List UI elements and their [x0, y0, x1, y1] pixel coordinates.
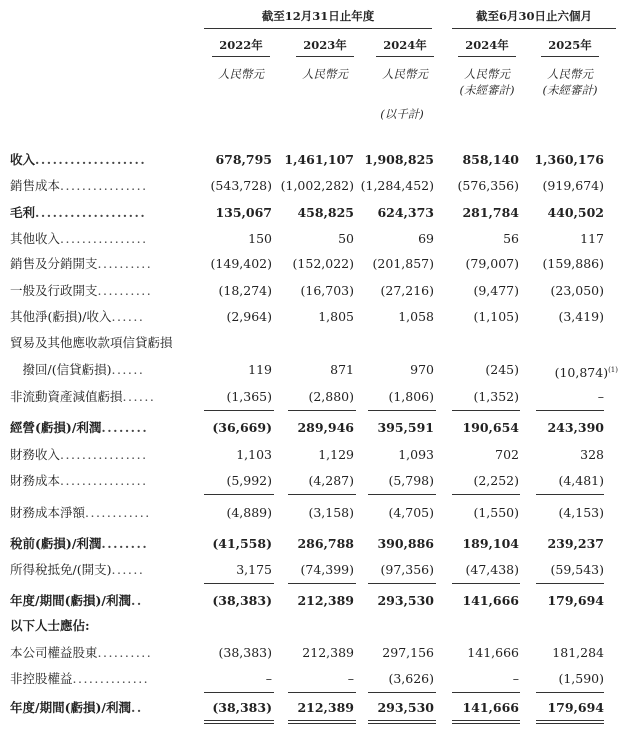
row-value-col-3: (1,284,452) — [360, 178, 434, 193]
row-value-col-2: 212,389 — [297, 593, 354, 608]
row-value-col-5: (4,481) — [558, 473, 604, 488]
column-header-2025-interim — [535, 37, 605, 98]
row-value-col-3: 297,156 — [382, 645, 434, 660]
row-value-col-2: – — [347, 671, 354, 686]
row-value-col-3: (27,216) — [380, 283, 434, 298]
row-value-col-5: 328 — [580, 447, 604, 462]
row-label — [10, 331, 173, 355]
row-label-text: 撥回/(信貸虧損) — [10, 362, 112, 377]
subtotal-rule — [288, 692, 356, 693]
column-header-2022 — [206, 37, 276, 82]
row-value-col-2: 1,805 — [318, 309, 354, 324]
row-value-col-1: (2,964) — [226, 309, 272, 324]
row-label — [10, 532, 192, 556]
column-year: 2025年 — [541, 37, 599, 57]
row-value-col-5: (23,050) — [550, 283, 604, 298]
row-value-col-1: 150 — [248, 231, 272, 246]
row-value-col-1: (36,669) — [212, 420, 272, 435]
table-row — [0, 174, 619, 198]
row-label-text: 財務成本 — [10, 473, 61, 488]
row-value-col-5: 440,502 — [547, 205, 604, 220]
row-label — [10, 469, 192, 493]
column-year: 2023年 — [296, 37, 354, 57]
row-value-col-4: 189,104 — [462, 536, 519, 551]
row-value-col-5: (159,886) — [542, 256, 604, 271]
row-value-col-4: 141,666 — [462, 593, 519, 608]
subtotal-rule — [204, 494, 274, 495]
row-leader-dots: ...... — [111, 562, 145, 577]
row-label — [10, 252, 192, 276]
row-value-col-1: (38,383) — [212, 593, 272, 608]
column-currency-text: 人民幣元 — [464, 67, 510, 81]
row-value-col-5: 243,390 — [547, 420, 604, 435]
row-label-text: 經營(虧損)/利潤 — [10, 420, 102, 435]
row-value-col-4: (1,550) — [473, 505, 519, 520]
row-value-col-4: 702 — [495, 447, 519, 462]
row-value-col-2: (3,158) — [308, 505, 354, 520]
row-value-col-4: 56 — [503, 231, 519, 246]
table-row — [0, 641, 619, 665]
table-row — [0, 443, 619, 467]
row-label-text: 非控股權益 — [10, 671, 73, 686]
row-label — [10, 174, 192, 198]
row-value-col-4: 141,666 — [462, 700, 519, 715]
row-label-text: 銷售成本 — [10, 178, 61, 193]
table-row — [0, 227, 619, 251]
row-label — [10, 279, 192, 303]
row-value-col-2: (152,022) — [292, 256, 354, 271]
row-value-col-4: (245) — [485, 362, 519, 377]
row-leader-dots: .......... — [97, 256, 153, 271]
row-value-col-3: 970 — [410, 362, 434, 377]
column-currency — [452, 66, 522, 98]
row-leader-dots: .. — [130, 593, 143, 608]
row-value-col-5: (59,543) — [550, 562, 604, 577]
table-row — [0, 331, 619, 355]
row-label — [10, 696, 192, 720]
row-value-col-3: 293,530 — [377, 700, 434, 715]
total-double-rule — [368, 720, 436, 724]
subtotal-rule — [204, 583, 274, 584]
row-value-col-3: 1,093 — [398, 447, 434, 462]
table-row — [0, 358, 619, 382]
row-value-col-4: 141,666 — [467, 645, 519, 660]
row-label-text: 銷售及分銷開支 — [10, 256, 98, 271]
row-value-col-5: 1,360,176 — [534, 152, 604, 167]
footnote-marker: (1) — [608, 366, 618, 374]
row-value-col-1: – — [265, 671, 272, 686]
row-value-col-4: (9,477) — [473, 283, 519, 298]
subtotal-rule — [452, 410, 520, 411]
table-row — [0, 279, 619, 303]
row-value-col-1: 119 — [248, 362, 272, 377]
row-label — [10, 358, 192, 382]
row-value-col-2: 1,461,107 — [284, 152, 354, 167]
row-value-col-4: (1,105) — [473, 309, 519, 324]
row-value-col-3: 293,530 — [377, 593, 434, 608]
row-label — [10, 416, 192, 440]
row-leader-dots: ................ — [60, 231, 148, 246]
row-value-col-4: – — [512, 671, 519, 686]
column-currency — [535, 66, 605, 98]
row-label-text: 財務收入 — [10, 447, 61, 462]
table-row — [0, 416, 619, 440]
row-value-col-3: (3,626) — [388, 671, 434, 686]
subtotal-rule — [288, 494, 356, 495]
column-header-2023 — [290, 37, 360, 82]
column-year: 2024年 — [376, 37, 434, 57]
row-value-col-4: (79,007) — [465, 256, 519, 271]
row-label — [10, 558, 192, 582]
table-row — [0, 589, 619, 613]
row-value-col-5: (4,153) — [558, 505, 604, 520]
row-value-col-3: (5,798) — [388, 473, 434, 488]
row-value-col-1: (38,383) — [212, 700, 272, 715]
row-value-col-4: (576,356) — [457, 178, 519, 193]
row-value-col-5: 181,284 — [552, 645, 604, 660]
column-currency: 人民幣元 — [302, 67, 348, 81]
table-row — [0, 148, 619, 172]
row-value-col-2: (2,880) — [308, 389, 354, 404]
table-row — [0, 614, 619, 638]
row-value-col-3: (1,806) — [388, 389, 434, 404]
column-year: 2024年 — [458, 37, 516, 57]
subtotal-rule — [204, 692, 274, 693]
row-value-col-1: (41,558) — [212, 536, 272, 551]
row-label-text: 年度/期間(虧損)/利潤 — [10, 593, 131, 608]
row-leader-dots: .......... — [97, 645, 153, 660]
subtotal-rule — [368, 494, 436, 495]
subtotal-rule — [452, 692, 520, 693]
row-label-text: 一般及行政開支 — [10, 283, 98, 298]
row-label — [10, 148, 192, 172]
row-label — [10, 305, 192, 329]
row-value-col-4: (1,352) — [473, 389, 519, 404]
subtotal-rule — [368, 583, 436, 584]
row-label-text: 以下人士應佔: — [10, 618, 90, 633]
column-currency: 人民幣元 — [382, 67, 428, 81]
row-value-col-2: 458,825 — [297, 205, 354, 220]
row-value-col-3: 1,058 — [398, 309, 434, 324]
row-value-col-1: (543,728) — [210, 178, 272, 193]
subtotal-rule — [452, 494, 520, 495]
row-value-col-2: (4,287) — [308, 473, 354, 488]
table-row — [0, 501, 619, 525]
row-label — [10, 201, 192, 225]
subtotal-rule — [452, 583, 520, 584]
row-value-col-1: (38,383) — [218, 645, 272, 660]
subtotal-rule — [204, 410, 274, 411]
row-label-text: 非流動資產減值虧損 — [10, 389, 123, 404]
row-label-text: 收入 — [10, 152, 36, 167]
subtotal-rule — [536, 583, 604, 584]
row-label-text: 貿易及其他應收款項信貸虧損 — [10, 335, 173, 350]
row-value-col-2: 1,129 — [318, 447, 354, 462]
table-row — [0, 667, 619, 691]
column-audit-note: (未經審計) — [459, 83, 515, 97]
subtotal-rule — [536, 410, 604, 411]
row-label-text: 稅前(虧損)/利潤 — [10, 536, 102, 551]
row-leader-dots: ...... — [111, 362, 145, 377]
row-value-col-3: 390,886 — [377, 536, 434, 551]
row-label-text: 毛利 — [10, 205, 36, 220]
row-value-col-5: 179,694 — [547, 700, 604, 715]
row-leader-dots: ................ — [60, 178, 148, 193]
row-value-col-3: (201,857) — [372, 256, 434, 271]
row-label — [10, 641, 192, 665]
row-value-col-4: 190,654 — [462, 420, 519, 435]
row-value-col-1: 678,795 — [215, 152, 272, 167]
row-value-col-5: (1,590) — [558, 671, 604, 686]
row-value-col-2: 289,946 — [297, 420, 354, 435]
row-label — [10, 385, 192, 409]
group-header-full-year: 截至12月31日止年度 — [204, 8, 432, 29]
total-double-rule — [204, 720, 274, 724]
row-value-col-2: 212,389 — [297, 700, 354, 715]
row-label — [10, 443, 192, 467]
unit-note: (以千計) — [380, 107, 424, 121]
row-leader-dots: .......... — [97, 283, 153, 298]
row-value-col-2: (74,399) — [300, 562, 354, 577]
table-row — [0, 385, 619, 409]
row-label-text: 財務成本淨額 — [10, 505, 86, 520]
row-value-col-4: 281,784 — [462, 205, 519, 220]
row-label — [10, 667, 192, 691]
row-value-col-4: (47,438) — [465, 562, 519, 577]
row-label — [10, 589, 192, 613]
column-audit-note: (未經審計) — [542, 83, 598, 97]
subtotal-rule — [288, 410, 356, 411]
total-double-rule — [536, 720, 604, 724]
row-leader-dots: ................... — [35, 152, 147, 167]
row-leader-dots: .............. — [72, 671, 150, 686]
table-row — [0, 558, 619, 582]
table-row — [0, 252, 619, 276]
row-value-col-3: (4,705) — [388, 505, 434, 520]
row-value-col-5: – — [597, 389, 604, 404]
row-value-col-1: 135,067 — [215, 205, 272, 220]
group-header-six-months: 截至6月30日止六個月 — [452, 8, 616, 29]
row-value-col-1: (149,402) — [210, 256, 272, 271]
row-label-text: 所得稅抵免/(開支) — [10, 562, 112, 577]
table-row — [0, 532, 619, 556]
row-value-col-2: 871 — [330, 362, 354, 377]
table-row — [0, 696, 619, 720]
row-value-col-1: 1,103 — [236, 447, 272, 462]
table-row — [0, 305, 619, 329]
row-value-col-2: 212,389 — [302, 645, 354, 660]
subtotal-rule — [536, 692, 604, 693]
row-value-col-5: (3,419) — [558, 309, 604, 324]
row-value-col-2: 286,788 — [297, 536, 354, 551]
column-year: 2022年 — [212, 37, 270, 57]
subtotal-rule — [288, 583, 356, 584]
subtotal-rule — [368, 692, 436, 693]
table-row — [0, 469, 619, 493]
row-leader-dots: .. — [130, 700, 143, 715]
row-value-col-1: 3,175 — [236, 562, 272, 577]
row-leader-dots: ................... — [35, 205, 147, 220]
row-label — [10, 501, 192, 525]
row-value-col-5: 117 — [580, 231, 604, 246]
row-label-text: 本公司權益股東 — [10, 645, 98, 660]
column-header-2024-interim — [452, 37, 522, 98]
row-value-col-3: (97,356) — [380, 562, 434, 577]
row-value-col-5: 179,694 — [547, 593, 604, 608]
row-value-col-1: (4,889) — [226, 505, 272, 520]
row-value-col-5: (10,874)$^{(1)}$ — [554, 365, 618, 381]
row-leader-dots: ...... — [122, 389, 156, 404]
column-currency: 人民幣元 — [218, 67, 264, 81]
row-value-col-3: 69 — [418, 231, 434, 246]
total-double-rule — [452, 720, 520, 724]
row-value-col-2: (1,002,282) — [280, 178, 354, 193]
subtotal-rule — [368, 410, 436, 411]
row-leader-dots: ................ — [60, 447, 148, 462]
row-leader-dots: ................ — [60, 473, 148, 488]
row-value-col-3: 1,908,825 — [364, 152, 434, 167]
row-leader-dots: ........ — [101, 420, 149, 435]
row-value-col-1: (18,274) — [218, 283, 272, 298]
row-label — [10, 227, 192, 251]
row-value-col-5: (919,674) — [542, 178, 604, 193]
row-value-col-1: (1,365) — [226, 389, 272, 404]
row-label-text: 年度/期間(虧損)/利潤 — [10, 700, 131, 715]
row-value-col-5: 239,237 — [547, 536, 604, 551]
column-currency-text: 人民幣元 — [547, 67, 593, 81]
total-double-rule — [288, 720, 356, 724]
row-value-col-1: (5,992) — [226, 473, 272, 488]
column-header-2024 — [370, 37, 440, 82]
subtotal-rule — [536, 494, 604, 495]
table-row — [0, 201, 619, 225]
row-label-text: 其他收入 — [10, 231, 61, 246]
row-value-col-2: 50 — [338, 231, 354, 246]
row-value-col-3: 624,373 — [377, 205, 434, 220]
row-label-text: 其他淨(虧損)/收入 — [10, 309, 112, 324]
row-value-col-4: (2,252) — [473, 473, 519, 488]
row-label — [10, 614, 90, 638]
row-leader-dots: ........ — [101, 536, 149, 551]
row-leader-dots: ...... — [111, 309, 145, 324]
row-leader-dots: ............ — [85, 505, 151, 520]
row-value-col-4: 858,140 — [462, 152, 519, 167]
row-value-col-3: 395,591 — [377, 420, 434, 435]
row-value-col-2: (16,703) — [300, 283, 354, 298]
